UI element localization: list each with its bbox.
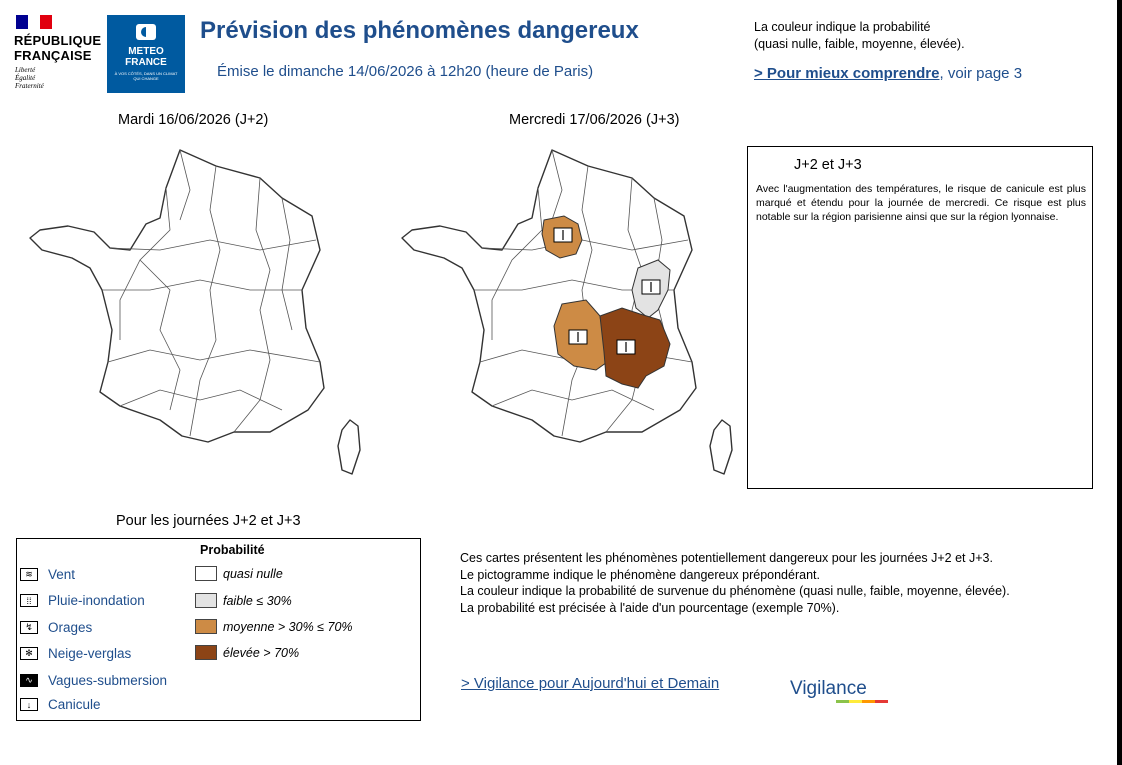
legend-box (16, 538, 421, 721)
corsica (338, 420, 360, 474)
vigilance-link[interactable]: > Vigilance pour Aujourd'hui et Demain (461, 675, 720, 692)
map-date-j2: Mardi 16/06/2026 (J+2) (118, 112, 269, 128)
legend-phenomenon-neige: ✻ Neige-verglas (20, 646, 131, 661)
vigilance-color-bar (836, 700, 888, 703)
understand-link-line: > Pour mieux comprendre, voir page 3 (754, 65, 1023, 82)
probability-heading: Probabilité (200, 543, 265, 557)
forecast-commentary-box (747, 146, 1093, 489)
swatch-moyenne (195, 619, 217, 634)
storm-icon: ↯ (20, 621, 38, 634)
probability-faible: faible ≤ 30% (195, 593, 292, 608)
map-date-j3: Mercredi 17/06/2026 (J+3) (509, 112, 680, 128)
france-map-j3 (392, 140, 737, 485)
canicule-icon: ↓ (20, 698, 38, 711)
page-edge-border (1117, 0, 1122, 765)
france-map-j2 (20, 140, 365, 485)
republique-francaise-logo: RÉPUBLIQUE FRANÇAISE (14, 33, 102, 63)
swatch-quasi-nulle (195, 566, 217, 581)
legend-phenomenon-canicule: ↓ Canicule (20, 697, 101, 712)
commentary-text: Avec l'augmentation des températures, le risque de canicule est plus marqué et étendu pour la journée de mercredi. Ce risque est plus notable sur la région parisienne ainsi que sur la région lyonnaise. (756, 183, 1086, 223)
snow-icon: ✻ (20, 647, 38, 660)
probability-quasi-nulle: quasi nulle (195, 566, 283, 581)
wind-icon: ≋ (20, 568, 38, 581)
france-mainland (30, 150, 324, 442)
issue-date: Émise le dimanche 14/06/2026 à 12h20 (heure de Paris) (217, 63, 594, 80)
commentary-heading: J+2 et J+3 (794, 157, 862, 173)
legend-phenomenon-vagues: ∿ Vagues-submersion (20, 673, 167, 688)
republic-motto: Liberté Égalité Fraternité (15, 66, 44, 90)
legend-phenomenon-vent: ≋ Vent (20, 567, 75, 582)
probability-moyenne: moyenne > 30% ≤ 70% (195, 619, 353, 634)
swatch-faible (195, 593, 217, 608)
vigilance-logo: Vigilance (790, 678, 867, 699)
maps-explanation: Ces cartes présentent les phénomènes potentiellement dangereux pour les journées J+2 et J+3. Le pictogramme indique le phénomène dangereux prépondérant. La couleur indique la probabilité de survenue du phénomène (quasi nulle, faible, moyenne, élevée). La probabilité est précisée à l'aide d'un pourcentage (exemple 70%). (460, 551, 1010, 615)
legend-phenomenon-pluie: ⁞⁞ Pluie-inondation (20, 593, 145, 608)
legend-phenomenon-orages: ↯ Orages (20, 620, 92, 635)
page-title: Prévision des phénomènes dangereux (200, 17, 639, 44)
corsica (710, 420, 732, 474)
probability-elevee: élevée > 70% (195, 645, 299, 660)
wave-icon: ∿ (20, 674, 38, 687)
marianne-flag-icon (16, 15, 52, 29)
swatch-elevee (195, 645, 217, 660)
legend-title: Pour les journées J+2 et J+3 (116, 513, 301, 529)
probability-info: La couleur indique la probabilité (quasi nulle, faible, moyenne, élevée). (754, 20, 965, 51)
understand-link[interactable]: > Pour mieux comprendre (754, 65, 940, 82)
rain-icon: ⁞⁞ (20, 594, 38, 607)
meteo-france-emblem-icon (135, 23, 157, 41)
meteo-france-logo: METEO FRANCE À VOS CÔTÉS, DANS UN CLIMAT QUI CHANGE (107, 15, 185, 93)
